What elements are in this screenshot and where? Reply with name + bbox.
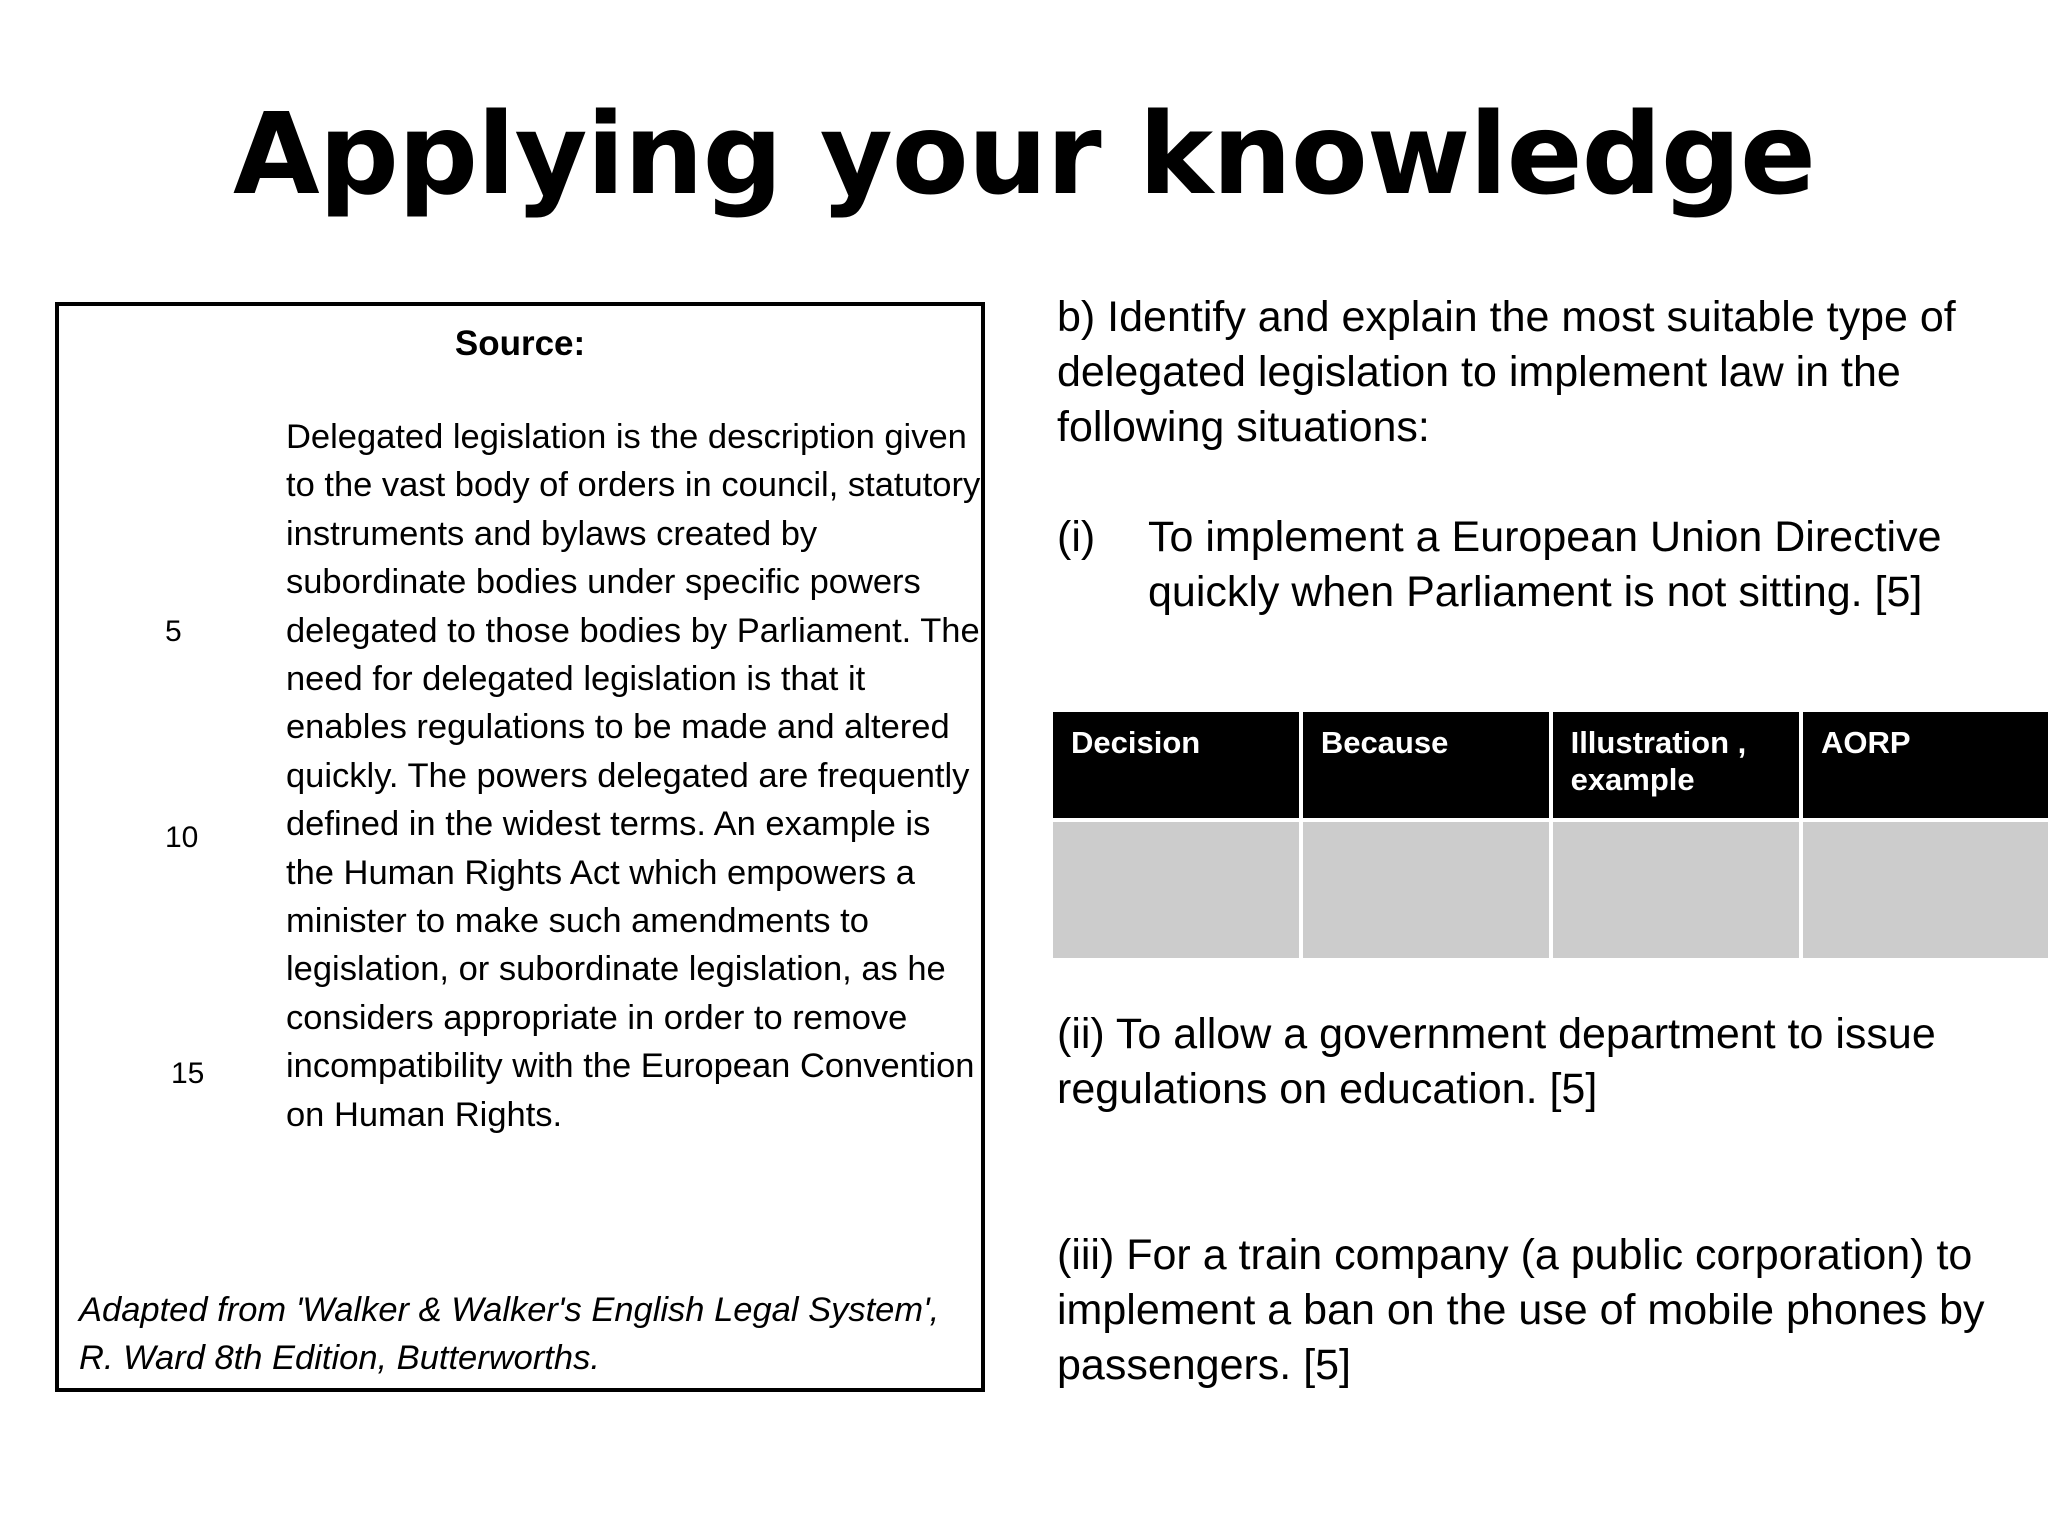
question-iii: (iii) For a train company (a public corporation) to implement a ban on the use of mobile phones by passengers. [5] [1057, 1231, 1985, 1389]
source-citation: Adapted from 'Walker & Walker's English Legal System', R. Ward 8th Edition, Butterworths. [79, 1291, 940, 1377]
line-number-15: 15 [171, 1057, 205, 1090]
source-body: Delegated legislation is the description given to the vast body of orders in council, statutory instruments and bylaws created by subordinate bodies under specific powers delegated to those bodies by Parliament. The need for delegated legislation is that it enables regulations to be made and altered quickly. The powers delegated are frequently defined in the widest terms. An example is the Human Rights Act which empowers a minister to make such amendments to legislation, or subordinate legislation, as he considers appropriate in order to remove incompatibility with the European Convention on Human Rights. [286, 418, 981, 1134]
line-number-10: 10 [165, 821, 199, 854]
source-box [55, 302, 985, 1392]
header-aorp: AORP [1803, 712, 2048, 818]
question-ii: (ii) To allow a government department to issue regulations on education. [5] [1057, 1010, 1936, 1113]
question-i-text: To implement a European Union Directive quickly when Parliament is not sitting. [5] [1148, 513, 1942, 616]
answer-cell-because[interactable] [1303, 822, 1549, 958]
table-header-row [1053, 712, 2048, 818]
header-illustration-example: Illustration , example [1553, 712, 1799, 818]
header-decision: Decision [1053, 712, 1299, 818]
table-row [1053, 822, 2048, 958]
question-b-intro: b) Identify and explain the most suitable type of delegated legislation to implement law in the following situations: [1057, 293, 1956, 451]
answer-cell-aorp[interactable] [1803, 822, 2048, 958]
answer-cell-illustration[interactable] [1553, 822, 1799, 958]
header-because: Because [1303, 712, 1549, 818]
line-number-5: 5 [165, 615, 182, 648]
page-title: Applying your knowledge [233, 90, 1815, 220]
source-heading: Source: [454, 324, 586, 363]
answer-table [1049, 708, 2048, 962]
question-i-label: (i) [1057, 513, 1096, 561]
answer-cell-decision[interactable] [1053, 822, 1299, 958]
